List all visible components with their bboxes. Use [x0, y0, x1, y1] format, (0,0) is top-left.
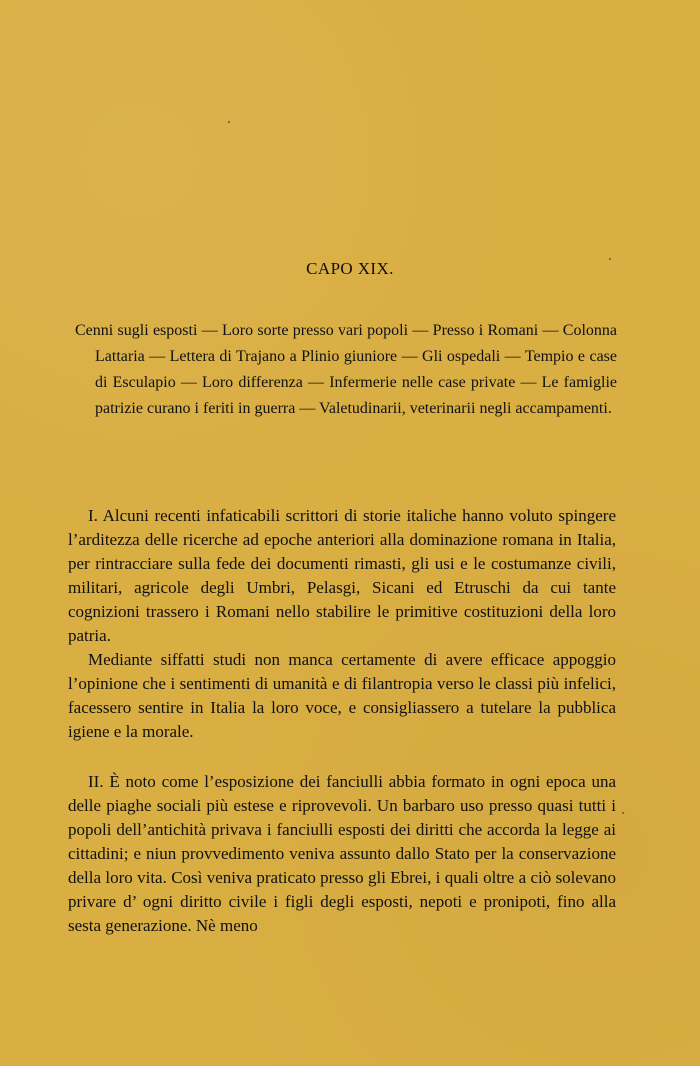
- paragraph-ii: II. È noto come l’esposizione dei fanciulli abbia formato in ogni epoca una delle piaghe sociali più estese e riprovevoli. Un barbaro uso presso quasi tutti i popoli dell’antichità privava i fanciulli esposti dei diritti che accorda la legge ai cittadini; e niun provvedimento veniva assunto dallo Stato per la conservazione della loro vita. Così veniva praticato presso gli Ebrei, i quali oltre a ciò solevano privare d’ ogni diritto civile i figli degli esposti, nepoti e pronipoti, fino alla sesta generazione. Nè meno: [68, 772, 616, 935]
- paragraph-i: I. Alcuni recenti infaticabili scrittori di storie italiche hanno voluto spingere l’arditezza delle ricerche ad epoche anteriori alla dominazione romana in Italia, per rintracciare sulla fede dei documenti rimasti, gli usi e le costumanze civili, militari, agricole degli Umbri, Pelasgi, Sicani ed Etruschi da cui tante cognizioni trassero i Romani nello stabilire le primitive costituzioni della loro patria.: [68, 506, 616, 645]
- chapter-title: CAPO XIX.: [306, 259, 394, 278]
- body-text: [68, 504, 616, 938]
- chapter-summary-text: Cenni sugli esposti — Loro sorte presso vari popoli — Presso i Romani — Colonna Lattaria — Lettera di Trajano a Plinio giuniore — Gli ospedali — Tempio e case di Esculapio — Loro differenza — Infermerie nelle case private — Le famiglie patrizie curano i feriti in guerra — Valetudinarii, veterinarii negli accampamenti.: [75, 322, 617, 417]
- paper-speck: [228, 121, 230, 123]
- chapter-summary: [75, 318, 617, 422]
- paragraph-continued: Mediante siffatti studi non manca certamente di avere efficace appoggio l’opinione che i sentimenti di umanità e di filantropia verso le classi più infelici, facessero sentire in Italia la loro voce, e consigliassero a tutelare la pubblica igiene e la morale.: [68, 650, 616, 741]
- paper-speck: [622, 812, 624, 814]
